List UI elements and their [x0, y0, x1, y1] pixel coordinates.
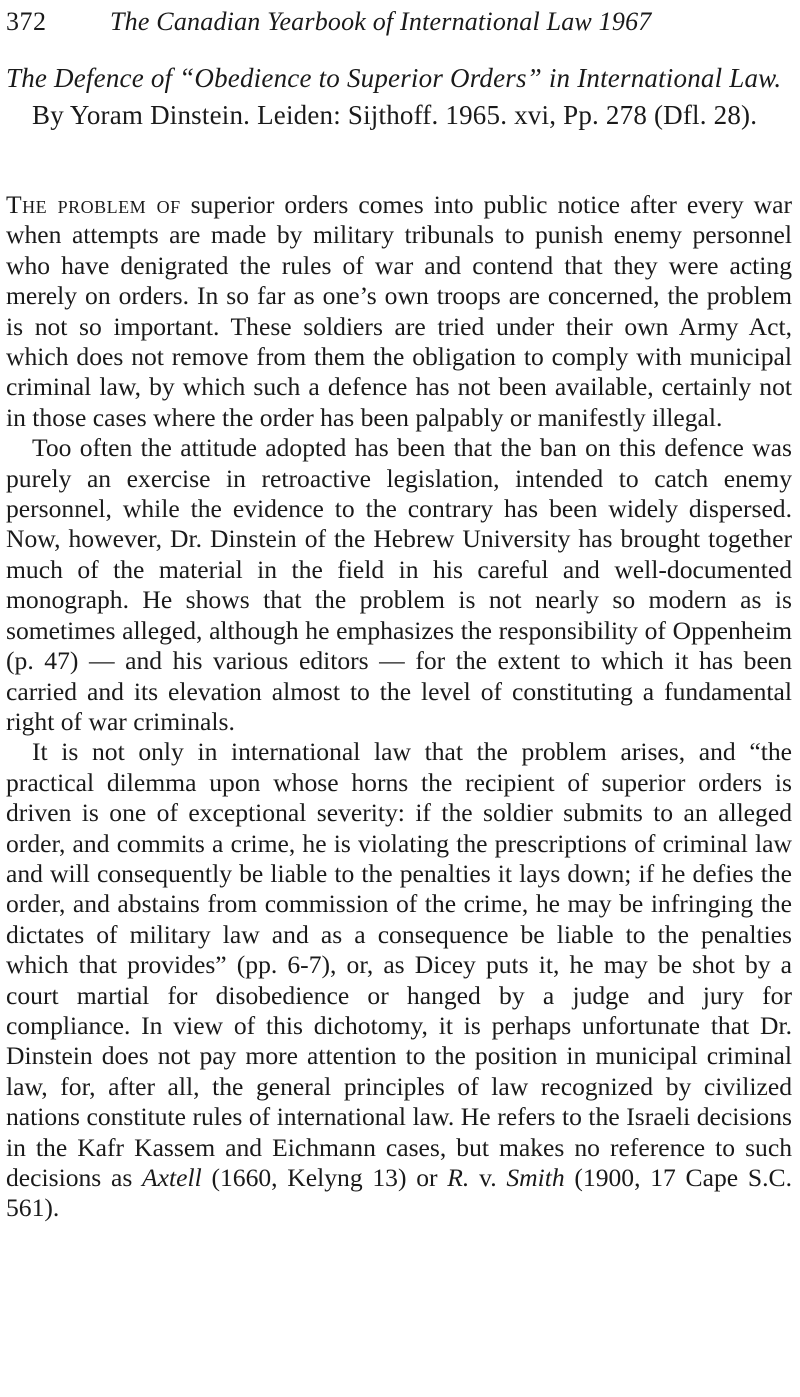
- running-head: [6, 4, 794, 40]
- paragraph-3-citation-2: (1900, 17 Cape S.C. 561).: [6, 1163, 792, 1223]
- journal-title: The Canadian Yearbook of International Law 1967: [110, 7, 652, 36]
- paragraph-1-lead: The problem of: [6, 190, 181, 219]
- paragraph-3: [6, 737, 792, 1224]
- paragraph-3-citation-1: (1660, Kelyng 13) or: [201, 1163, 448, 1192]
- paragraph-3-text: It is not only in international law that the problem arises, and “the practical dilemma upon whose horns the recipient of superior orders is driven is one of exceptional severity: if the soldier submits to an alleged order, and commits a crime, he is violating the prescriptions of criminal law and will consequently be liable to the penalties it lays down; if he defies the order, and abstains from commission of the crime, he may be infringing the dictates of military law and as a consequence be liable to the penalties which that provides” (pp. 6-7), or, as Dicey puts it, he may be shot by a court martial for disobedience or hanged by a judge and jury for compliance. In view of this dichotomy, it is perhaps unfortunate that Dr. Dinstein does not pay more attention to the position in municipal criminal law, for, after all, the general principles of law recognized by civilized nations constitute rules of international law. He refers to the Israeli decisions in the Kafr Kassem and Eichmann cases, but makes no reference to such decisions as: [6, 737, 792, 1192]
- page-number: 372: [6, 7, 47, 36]
- review-body: [6, 190, 792, 1224]
- case-versus: v.: [469, 1163, 507, 1192]
- paragraph-1-text: superior orders comes into public notice after every war when attempts are made by military tribunals to punish enemy personnel who have denigrated the rules of war and contend that they were acting merely on orders. In so far as one’s own troops are concerned, the problem is not so important. These soldiers are tried under their own Army Act, which does not remove from them the obligation to comply with municipal criminal law, by which such a defence has not been available, certainly not in those cases where the order has been palpably or manifestly illegal.: [6, 190, 792, 432]
- case-name-axtell: Axtell: [142, 1163, 202, 1192]
- book-title: The Defence of “Obedience to Superior Orders” in International Law.: [6, 63, 782, 93]
- paragraph-1: [6, 190, 792, 433]
- review-heading: [6, 60, 792, 134]
- case-name-smith: Smith: [506, 1163, 565, 1192]
- paragraph-2: Too often the attitude adopted has been that the ban on this defence was purely an exercise in retroactive legislation, intended to catch enemy personnel, while the evidence to the contrary has been widely dispersed. Now, however, Dr. Dinstein of the Hebrew University has brought together much of the material in the field in his careful and well-documented monograph. He shows that the problem is not nearly so modern as is sometimes alleged, although he emphasizes the responsibility of Oppenheim (p. 47) — and his various editors — for the extent to which it has been carried and its elevation almost to the level of constituting a fundamental right of war criminals.: [6, 433, 792, 736]
- book-citation: By Yoram Dinstein. Leiden: Sijthoff. 1965. xvi, Pp. 278 (Dfl. 28).: [32, 100, 758, 130]
- case-party-r: R.: [447, 1163, 470, 1192]
